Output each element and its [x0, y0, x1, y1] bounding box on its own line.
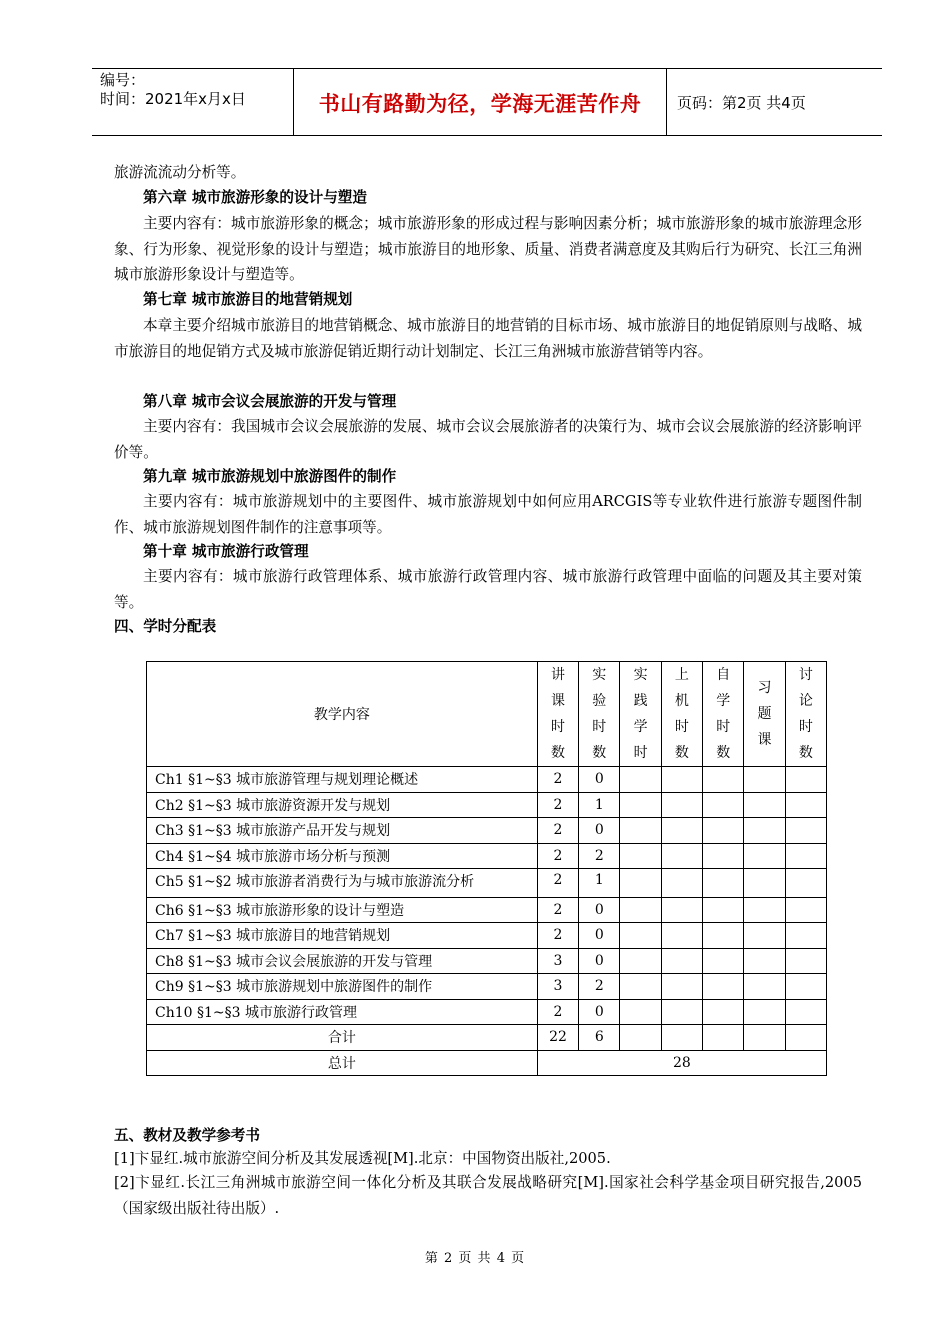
header-lecture — [537, 662, 578, 767]
section-5-heading: 五、教材及教学参考书 — [114, 1127, 260, 1144]
row-content: Ch6 §1~§3 城市旅游形象的设计与塑造 — [147, 897, 538, 923]
row-empty — [661, 843, 702, 869]
row-empty — [703, 869, 744, 898]
row-empty — [744, 897, 785, 923]
row-content: Ch9 §1~§3 城市旅游规划中旅游图件的制作 — [147, 974, 538, 1000]
table-header-row — [147, 662, 827, 767]
table-row — [147, 948, 827, 974]
table-row — [147, 843, 827, 869]
row-empty — [703, 999, 744, 1025]
row-empty — [703, 923, 744, 949]
subtotal-label: 合计 — [147, 1025, 538, 1051]
row-lab: 2 — [579, 974, 620, 1000]
header-lab — [579, 662, 620, 767]
row-empty — [744, 792, 785, 818]
header-exercise-text: 习题课 — [757, 680, 772, 748]
chapter-10-text: 主要内容有：城市旅游行政管理体系、城市旅游行政管理内容、城市旅游行政管理中面临的问题及其主要对策等。 — [114, 568, 862, 611]
header-bottom-rule — [92, 135, 882, 136]
hours-table — [146, 661, 827, 1076]
table-total-row — [147, 1050, 827, 1076]
row-empty — [661, 948, 702, 974]
page-footer: 第 2 页 共 4 页 — [424, 1251, 526, 1266]
row-empty — [785, 1025, 826, 1051]
header-page-label: 页码：第2页 共4页 — [677, 94, 806, 112]
table-row — [147, 923, 827, 949]
row-lab: 0 — [579, 897, 620, 923]
chapter-6-text: 主要内容有：城市旅游形象的概念；城市旅游形象的形成过程与影响因素分析；城市旅游形象的城市旅游理念形象、行为形象、视觉形象的设计与塑造；城市旅游目的地形象、质量、消费者满意度及其购后行为研究、长江三角洲城市旅游形象设计与塑造等。 — [114, 215, 862, 283]
table-row — [147, 974, 827, 1000]
row-lab: 0 — [579, 948, 620, 974]
row-content: Ch2 §1~§3 城市旅游资源开发与规划 — [147, 792, 538, 818]
row-empty — [785, 999, 826, 1025]
chapter-6-title: 第六章 城市旅游形象的设计与塑造 — [143, 189, 367, 206]
chapter-10-title: 第十章 城市旅游行政管理 — [143, 543, 309, 560]
total-label: 总计 — [147, 1050, 538, 1076]
row-empty — [661, 999, 702, 1025]
row-empty — [703, 843, 744, 869]
row-empty — [703, 1025, 744, 1051]
header-divider-right — [666, 69, 667, 136]
row-content: Ch4 §1~§4 城市旅游市场分析与预测 — [147, 843, 538, 869]
chapter-7-text: 本章主要介绍城市旅游目的地营销概念、城市旅游目的地营销的目标市场、城市旅游目的地促销原则与战略、城市旅游目的地促销方式及城市旅游促销近期行动计划制定、长江三角洲城市旅游营销等内容。 — [114, 317, 862, 360]
row-empty — [620, 869, 661, 898]
row-empty — [620, 999, 661, 1025]
row-content: Ch7 §1~§3 城市旅游目的地营销规划 — [147, 923, 538, 949]
row-empty — [703, 974, 744, 1000]
row-lab: 2 — [579, 843, 620, 869]
row-content: Ch3 §1~§3 城市旅游产品开发与规划 — [147, 818, 538, 844]
row-lecture: 2 — [537, 869, 578, 898]
total-value: 28 — [537, 1050, 826, 1076]
chapter-9-title: 第九章 城市旅游规划中旅游图件的制作 — [143, 468, 397, 485]
row-empty — [661, 869, 702, 898]
header-self-study — [703, 662, 744, 767]
row-lecture: 3 — [537, 974, 578, 1000]
chapter-8-title: 第八章 城市会议会展旅游的开发与管理 — [143, 393, 397, 410]
header-motto: 书山有路勤为径，学海无涯苦作舟 — [318, 92, 642, 116]
subtotal-lab: 6 — [579, 1025, 620, 1051]
chapter-7-title: 第七章 城市旅游目的地营销规划 — [143, 291, 353, 308]
reference-2: [2]卞显红.长江三角洲城市旅游空间一体化分析及其联合发展战略研究[M].国家社会科学基金项目研究报告,2005（国家级出版社待出版）. — [114, 1174, 862, 1217]
header-discussion-text: 讨论时数 — [798, 667, 813, 761]
header-top-rule — [92, 68, 882, 69]
reference-1: [1]卞显红.城市旅游空间分析及其发展透视[M].北京：中国物资出版社,2005. — [114, 1150, 611, 1167]
row-empty — [744, 818, 785, 844]
header-lab-text: 实验时数 — [592, 667, 607, 761]
row-empty — [785, 767, 826, 793]
doc-number-label: 编号： — [100, 71, 146, 89]
row-lab: 0 — [579, 767, 620, 793]
row-lecture: 2 — [537, 767, 578, 793]
row-empty — [620, 1025, 661, 1051]
row-lecture: 2 — [537, 999, 578, 1025]
row-lecture: 2 — [537, 818, 578, 844]
section-4-heading: 四、学时分配表 — [114, 618, 217, 635]
row-content: Ch5 §1~§2 城市旅游者消费行为与城市旅游流分析 — [147, 869, 538, 898]
row-empty — [744, 948, 785, 974]
header-computer — [661, 662, 702, 767]
row-empty — [703, 818, 744, 844]
row-lecture: 2 — [537, 792, 578, 818]
row-empty — [661, 1025, 702, 1051]
header-discussion — [785, 662, 826, 767]
header-content: 教学内容 — [147, 662, 538, 767]
row-empty — [744, 1025, 785, 1051]
row-empty — [620, 792, 661, 818]
header-meta — [100, 71, 246, 109]
row-empty — [744, 923, 785, 949]
paragraph-continued: 旅游流流动分析等。 — [114, 164, 246, 181]
table-row — [147, 818, 827, 844]
row-empty — [703, 897, 744, 923]
table-row — [147, 792, 827, 818]
row-empty — [620, 767, 661, 793]
row-empty — [744, 843, 785, 869]
header-exercise — [744, 662, 785, 767]
row-empty — [620, 897, 661, 923]
header-practice — [620, 662, 661, 767]
row-empty — [620, 818, 661, 844]
row-empty — [785, 923, 826, 949]
doc-time-label: 时间：2021年x月x日 — [100, 90, 246, 108]
row-empty — [744, 767, 785, 793]
row-content: Ch1 §1~§3 城市旅游管理与规划理论概述 — [147, 767, 538, 793]
row-empty — [785, 974, 826, 1000]
table-row — [147, 999, 827, 1025]
table-subtotal-row — [147, 1025, 827, 1051]
row-empty — [703, 792, 744, 818]
row-lab: 0 — [579, 923, 620, 949]
table-row — [147, 767, 827, 793]
row-empty — [785, 818, 826, 844]
table-row — [147, 897, 827, 923]
row-empty — [703, 948, 744, 974]
row-lab: 1 — [579, 869, 620, 898]
row-empty — [703, 767, 744, 793]
row-empty — [785, 948, 826, 974]
row-empty — [620, 974, 661, 1000]
row-empty — [785, 897, 826, 923]
row-empty — [661, 792, 702, 818]
row-empty — [661, 767, 702, 793]
row-content: Ch10 §1~§3 城市旅游行政管理 — [147, 999, 538, 1025]
header-lecture-text: 讲课时数 — [551, 667, 565, 761]
row-empty — [620, 843, 661, 869]
row-lecture: 2 — [537, 843, 578, 869]
chapter-8-text: 主要内容有：我国城市会议会展旅游的发展、城市会议会展旅游者的决策行为、城市会议会展旅游的经济影响评价等。 — [114, 418, 862, 461]
row-lab: 0 — [579, 999, 620, 1025]
subtotal-lecture: 22 — [537, 1025, 578, 1051]
row-empty — [744, 999, 785, 1025]
row-lab: 1 — [579, 792, 620, 818]
row-lab: 0 — [579, 818, 620, 844]
row-empty — [620, 948, 661, 974]
row-empty — [661, 974, 702, 1000]
header-practice-text: 实践学时 — [633, 667, 648, 761]
row-content: Ch8 §1~§3 城市会议会展旅游的开发与管理 — [147, 948, 538, 974]
row-empty — [661, 897, 702, 923]
row-empty — [620, 923, 661, 949]
table-row — [147, 869, 827, 898]
row-empty — [785, 792, 826, 818]
row-empty — [744, 974, 785, 1000]
header-computer-text: 上机时数 — [674, 667, 689, 761]
row-empty — [785, 869, 826, 898]
header-self-study-text: 自学时数 — [716, 667, 731, 761]
row-lecture: 3 — [537, 948, 578, 974]
row-empty — [661, 818, 702, 844]
row-empty — [661, 923, 702, 949]
row-lecture: 2 — [537, 897, 578, 923]
row-empty — [785, 843, 826, 869]
row-empty — [744, 869, 785, 898]
row-lecture: 2 — [537, 923, 578, 949]
chapter-9-text: 主要内容有：城市旅游规划中的主要图件、城市旅游规划中如何应用ARCGIS等专业软件进行旅游专题图件制作、城市旅游规划图件制作的注意事项等。 — [114, 493, 862, 536]
